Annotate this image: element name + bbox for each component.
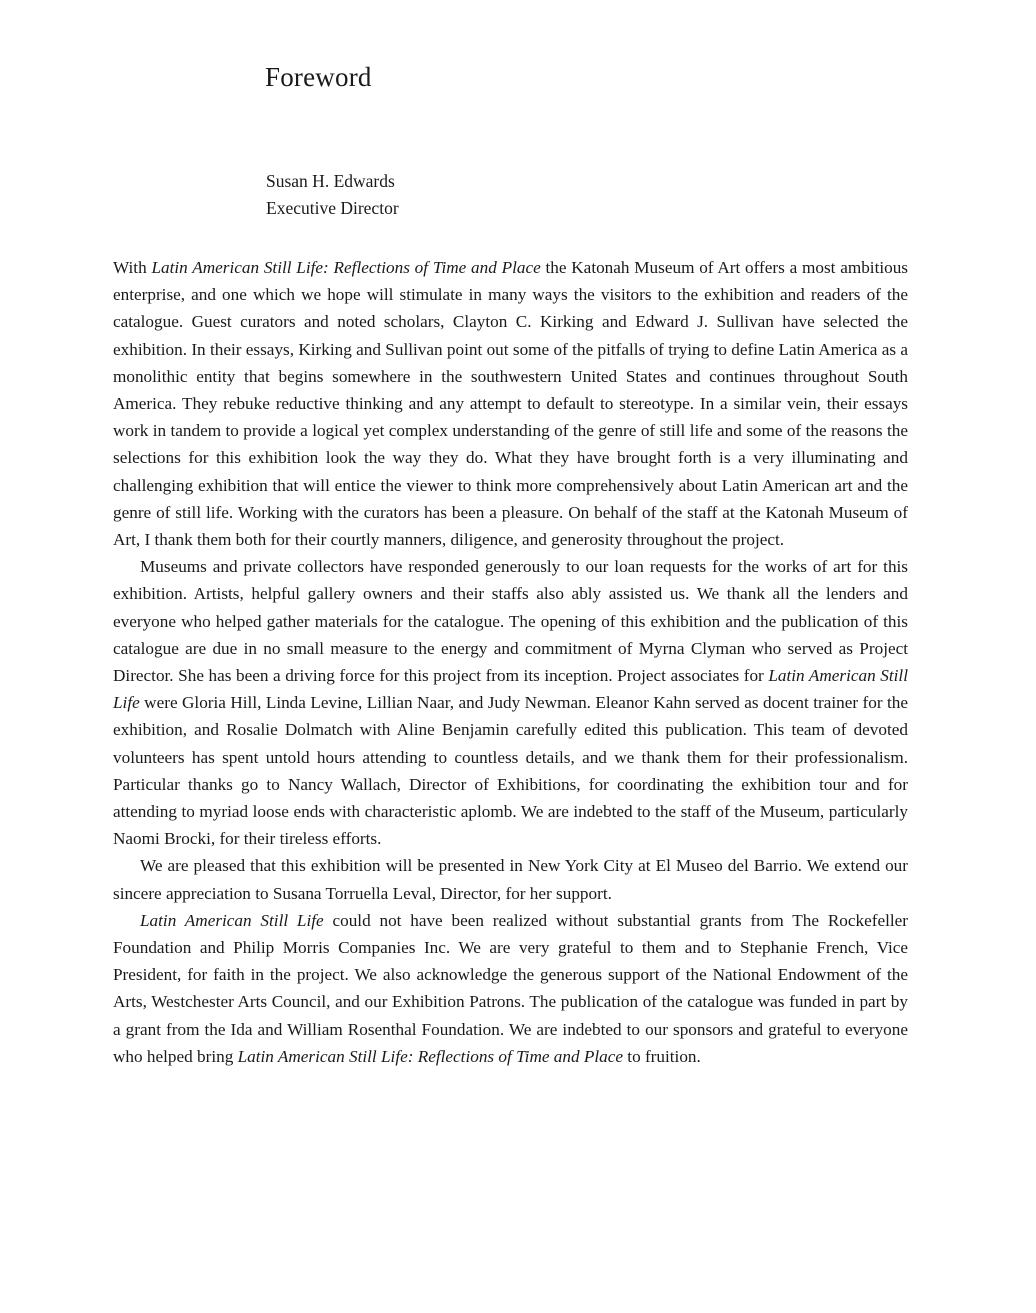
paragraph-4 <box>113 907 908 1070</box>
paragraph-4-book-title-b: Latin American Still Life: Reflections of Time and Place <box>237 1046 623 1066</box>
author-name: Susan H. Edwards <box>266 171 395 191</box>
paragraph-1-text-b: the Katonah Museum of Art offers a most ambitious enterprise, and one which we hope will stimulate in many ways the visitors to the exhibition and readers of the catalogue. Guest curators and noted scholars, Clayton C. Kirking and Edward J. Sullivan have selected the exhibition. In their essays, Kirking and Sullivan point out some of the pitfalls of trying to define Latin America as a monolithic entity that begins somewhere in the southwestern United States and continues throughout South America. They rebuke reductive thinking and any attempt to default to stereotype. In a similar vein, their essays work in tandem to provide a logical yet complex understanding of the genre of still life and some of the reasons the selections for this exhibition look the way they do. What they have brought forth is a very illuminating and challenging exhibition that will entice the viewer to think more comprehensively about Latin American art and the genre of still life. Working with the curators has been a pleasure. On behalf of the staff at the Katonah Museum of Art, I thank them both for their courtly manners, diligence, and generosity throughout the project. <box>113 258 908 550</box>
paragraph-3-text-a: We are pleased that this exhibition will be presented in New York City at El Museo del Barrio. We extend our sincere appreciation to Susana Torruella Leval, Director, for her support. <box>113 856 908 903</box>
paragraph-2-text-b: were Gloria Hill, Linda Levine, Lillian Naar, and Judy Newman. Eleanor Kahn served as docent trainer for the exhibition, and Rosalie Dolmatch with Aline Benjamin carefully edited this publication. This team of devoted volunteers has spent untold hours attending to countless details, and we thank them for their professionalism. Particular thanks go to Nancy Wallach, Director of Exhibitions, for coordinating the exhibition tour and for attending to myriad loose ends with characteristic aplomb. We are indebted to the staff of the Museum, particularly Naomi Brocki, for their tireless efforts. <box>113 693 908 849</box>
paragraph-4-text-b: to fruition. <box>623 1046 701 1066</box>
paragraph-2 <box>113 553 908 852</box>
paragraph-4-book-title-a: Latin American Still Life <box>140 910 324 930</box>
paragraph-2-book-title: Latin American Still Life <box>113 666 908 713</box>
paragraph-1 <box>113 254 908 553</box>
paragraph-3 <box>113 852 908 906</box>
paragraph-2-text-a: Museums and private collectors have responded generously to our loan requests for the works of art for this exhibition. Artists, helpful gallery owners and their staffs also ably assisted us. We thank all the lenders and everyone who helped gather materials for the catalogue. The opening of this exhibition and the publication of this catalogue are due in no small measure to the energy and commitment of Myrna Clyman who served as Project Director. She has been a driving force for this project from its inception. Project associates for <box>113 557 908 686</box>
author-role: Executive Director <box>266 198 399 218</box>
paragraph-4-text-a: could not have been realized without substantial grants from The Rockefeller Foundation and Philip Morris Companies Inc. We are very grateful to them and to Stephanie French, Vice President, for faith in the project. We also acknowledge the generous support of the National Endowment of the Arts, Westchester Arts Council, and our Exhibition Patrons. The publication of the catalogue was funded in part by a grant from the Ida and William Rosenthal Foundation. We are indebted to our sponsors and grateful to everyone who helped bring <box>113 910 908 1066</box>
paragraph-1-book-title: Latin American Still Life: Reflections of Time and Place <box>151 258 541 277</box>
author-byline <box>266 168 399 222</box>
foreword-body <box>113 254 908 1070</box>
page-title: Foreword <box>265 62 372 92</box>
paragraph-1-text-a: With <box>113 258 152 277</box>
